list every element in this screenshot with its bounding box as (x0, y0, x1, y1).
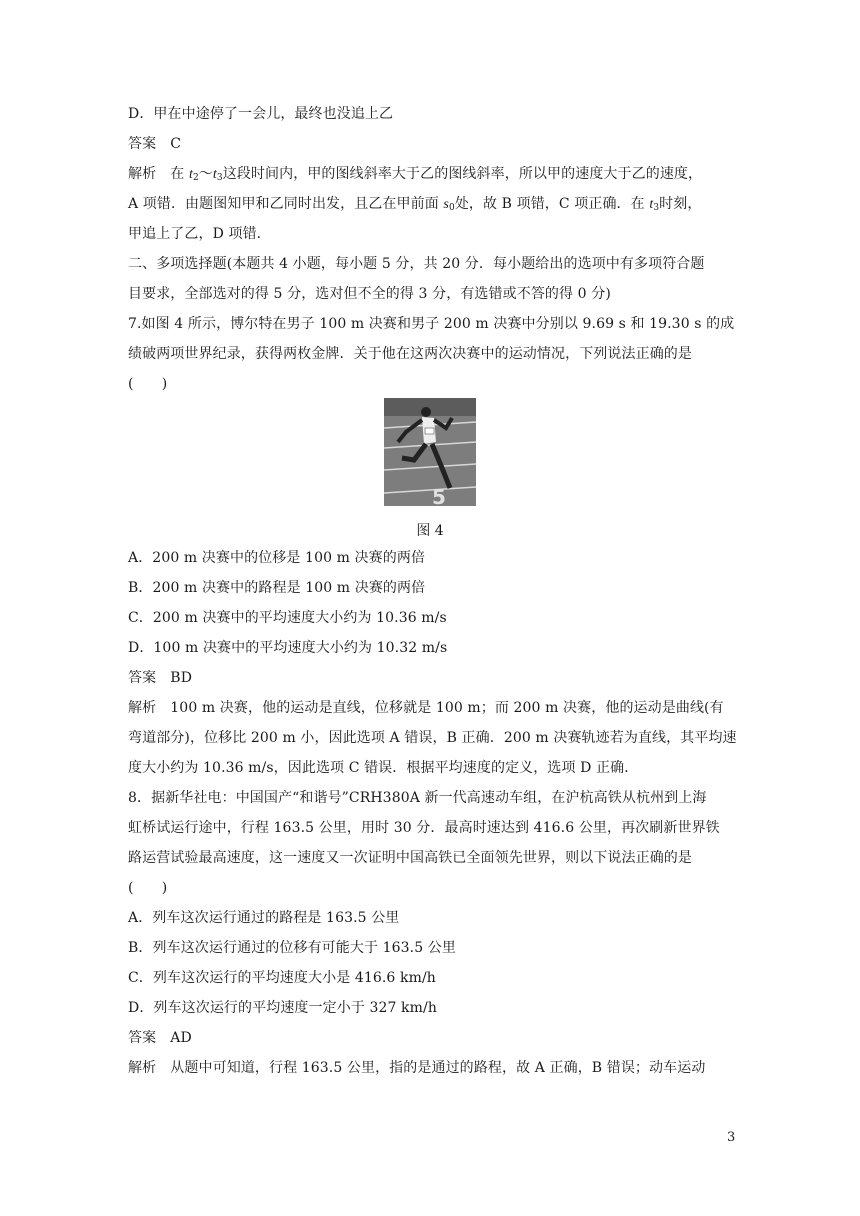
option-d-q8: D．列车这次运行的平均速度一定小于 327 km/h (128, 1000, 437, 1016)
option-a-q7: A．200 m 决赛中的位移是 100 m 决赛的两倍 (128, 550, 426, 566)
option-c-q8: C．列车这次运行的平均速度大小是 416.6 km/h (128, 970, 436, 986)
question-8-line1: 8．据新华社电：中国国产“和谐号”CRH380A 新一代高速动车组，在沪杭高铁从杭州到上海 (128, 790, 707, 806)
option-b-q7: B．200 m 决赛中的路程是 100 m 决赛的两倍 (128, 580, 426, 596)
section-heading-line2: 目要求，全部选对的得 5 分，选对但不全的得 3 分，有选错或不答的得 0 分) (128, 286, 611, 302)
analysis-q8-line1: 解析 从题中可知道，行程 163.5 公里，指的是通过的路程，故 A 正确，B 错误；动车运动 (128, 1060, 706, 1076)
option-c-q7: C．200 m 决赛中的平均速度大小约为 10.36 m/s (128, 610, 447, 626)
analysis-q7-line3: 度大小约为 10.36 m/s，因此选项 C 错误．根据平均速度的定义，选项 D 正确． (128, 760, 639, 776)
lane-number: 5 (432, 485, 446, 506)
question-8-blank: ( ) (128, 880, 168, 896)
page-number: 3 (727, 1130, 736, 1145)
answer-q6: 答案 C (128, 136, 182, 152)
option-b-q8: B．列车这次运行通过的位移有可能大于 163.5 公里 (128, 940, 456, 956)
section-heading-line1: 二、多项选择题(本题共 4 小题，每小题 5 分，共 20 分．每小题给出的选项中有多项符合题 (128, 256, 705, 272)
question-8-line3: 路运营试验最高速度，这一速度又一次证明中国高铁已全面领先世界，则以下说法正确的是 (128, 850, 692, 866)
analysis-q6-line3: 甲追上了乙，D 项错． (128, 226, 271, 242)
question-7-line1: 7.如图 4 所示，博尔特在男子 100 m 决赛和男子 200 m 决赛中分别以 9.69 s 和 19.30 s 的成 (128, 316, 735, 332)
runner-photo-illustration (384, 398, 476, 506)
figure-4-runner-photo (384, 398, 476, 506)
answer-q8: 答案 AD (128, 1030, 192, 1046)
option-d-q7: D．100 m 决赛中的平均速度大小约为 10.32 m/s (128, 640, 448, 656)
analysis-q7-line2: 弯道部分)，位移比 200 m 小，因此选项 A 错误，B 正确．200 m 决赛轨迹若为直线，其平均速 (128, 730, 737, 746)
option-a-q8: A．列车这次运行通过的路程是 163.5 公里 (128, 910, 400, 926)
figure-4-caption: 图 4 (416, 523, 444, 539)
question-7-blank: ( ) (128, 376, 168, 392)
option-d-q6: D．甲在中途停了一会儿，最终也没追上乙 (128, 106, 394, 122)
question-8-line2: 虹桥试运行途中，行程 163.5 公里，用时 30 分．最高时速达到 416.6 公里，再次刷新世界铁 (128, 820, 720, 836)
question-7-line2: 绩破两项世界纪录，获得两枚金牌．关于他在这两次决赛中的运动情况，下列说法正确的是 (128, 346, 692, 362)
analysis-q6-line2: A 项错．由题图知甲和乙同时出发，且乙在甲前面 $s_0$处，故 B 项错，C 项正确．在 $t_3$时刻， (128, 196, 702, 213)
analysis-q6-line1: 解析 在 $t_2\sim t_3$这段时间内，甲的图线斜率大于乙的图线斜率，所以甲的速度大于乙的速度， (128, 166, 703, 183)
answer-q7: 答案 BD (128, 670, 193, 686)
analysis-q7-line1: 解析 100 m 决赛，他的运动是直线，位移就是 100 m；而 200 m 决赛，他的运动是曲线(有 (128, 700, 724, 716)
